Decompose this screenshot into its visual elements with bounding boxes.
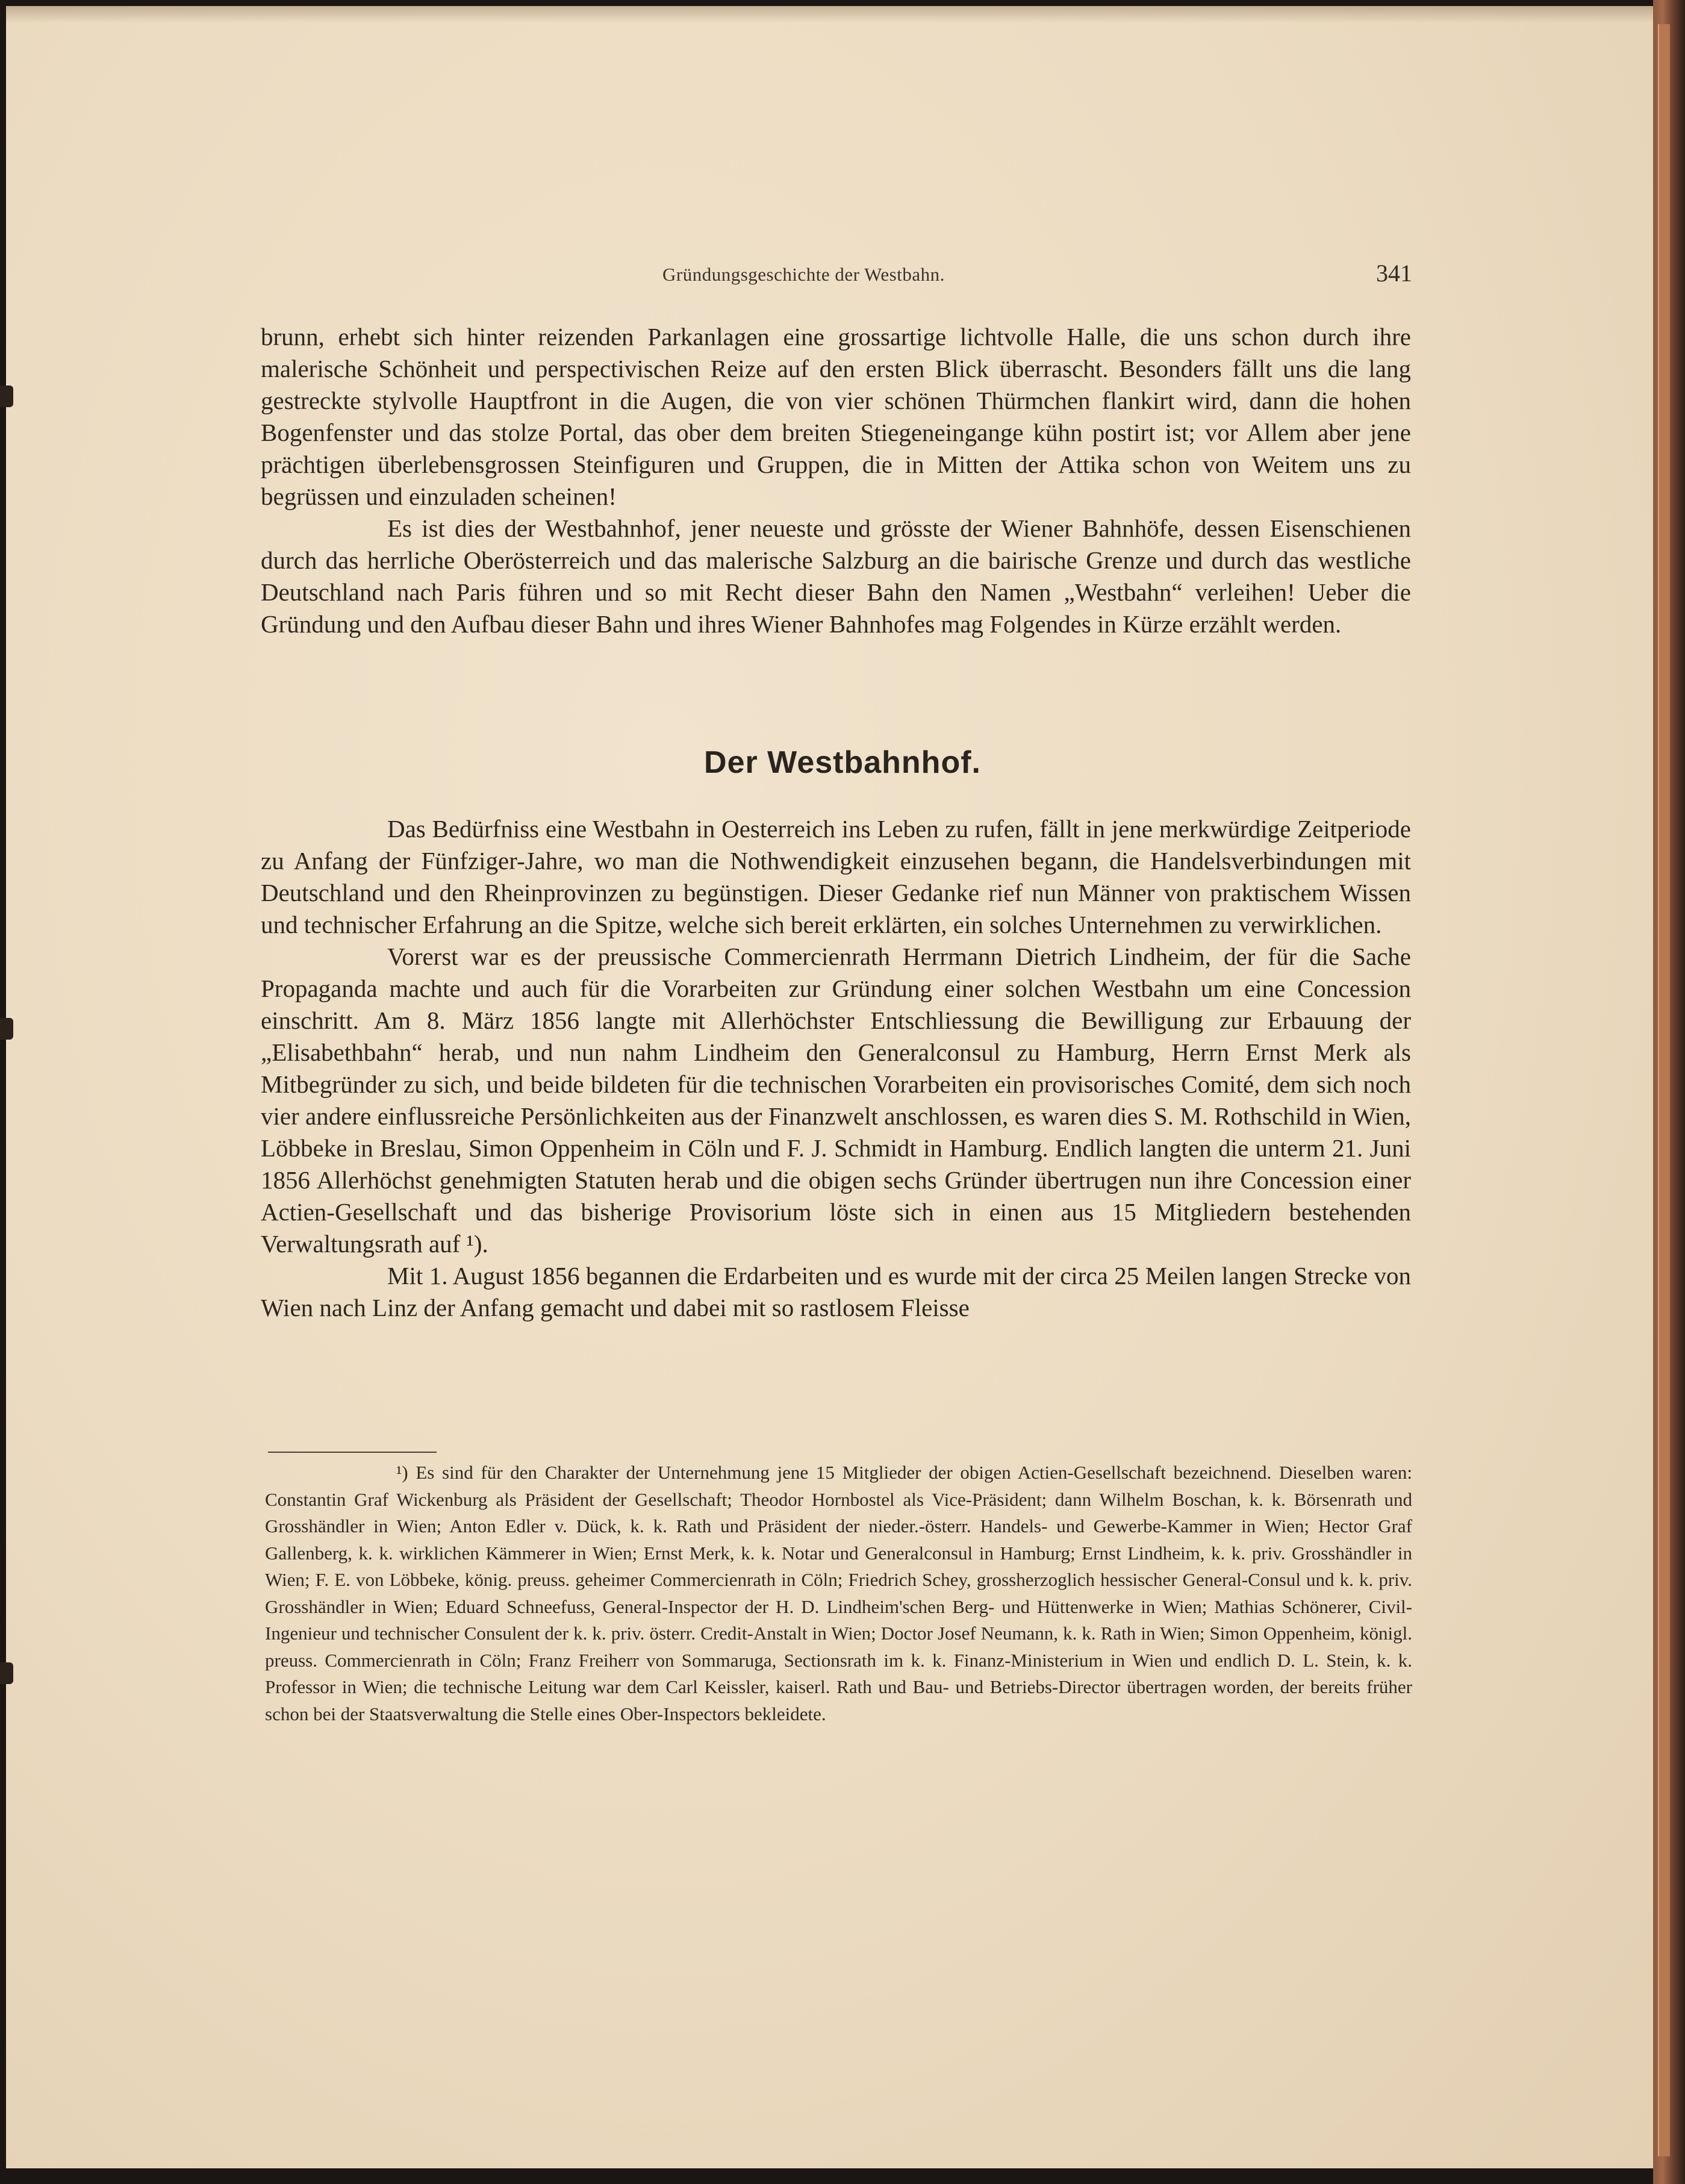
book-spine-edge (1653, 0, 1685, 2184)
binding-clip (0, 1018, 13, 1040)
intro-paragraph-1: brunn, erhebt sich hinter reizenden Parkanlagen eine grossartige lichtvolle Halle, die uns schon durch ihre malerische Schönheit und perspectivischen Reize auf den ersten Blick überrascht. Besonders fällt uns die lang gestreckte stylvolle Hauptfront in die Augen, die von vier schönen Thürmchen flankirt wird, dann die hohen Bogenfenster und das stolze Portal, das ober dem breiten Stiegeneingange kühn postirt ist; vor Allem aber jene prächtigen überlebensgrossen Steinfiguren und Gruppen, die in Mitten der Attika schon von Weitem uns zu begrüssen und einzuladen scheinen! (261, 323, 1411, 510)
intro-paragraph-2: Es ist dies der Westbahnhof, jener neueste und grösste der Wiener Bahnhöfe, dessen Eisenschienen durch das herrliche Oberösterreich und das malerische Salzburg an die bairische Grenze und durch das westliche Deutschland nach Paris führen und so mit Recht dieser Bahn den Namen „Westbahn“ verleihen! Ueber die Gründung und den Aufbau dieser Bahn und ihres Wiener Bahnhofes mag Folgendes in Kürze erzählt werden. (261, 514, 1411, 638)
binding-clip (0, 385, 13, 407)
section-paragraph-3: Mit 1. August 1856 begannen die Erdarbeiten und es wurde mit der circa 25 Meilen langen Strecke von Wien nach Linz der Anfang gemacht und dabei mit so rastlosem Fleisse (261, 1262, 1411, 1321)
footnote-text: ¹) Es sind für den Charakter der Unternehmung jene 15 Mitglieder der obigen Actien-Gesellschaft bezeichnend. Dieselben waren: Constantin Graf Wickenburg als Präsident der Gesellschaft; Theodor Hornbostel als Vice-Präsident; dann Wilhelm Boschan, k. k. Börsenrath und Grosshändler in Wien; Anton Edler v. Dück, k. k. Rath und Präsident der nieder.-österr. Handels- und Gewerbe-Kammer in Wien; Hector Graf Gallenberg, k. k. wirklichen Kämmerer in Wien; Ernst Merk, k. k. Notar und Generalconsul in Hamburg; Ernst Lindheim, k. k. priv. Grosshändler in Wien; F. E. von Löbbeke, könig. preuss. geheimer Commercienrath in Cöln; Friedrich Schey, grossherzoglich hessischer General-Consul und k. k. priv. Grosshändler in Wien; Eduard Schneefuss, General-Inspector der H. D. Lindheim'schen Berg- und Hüttenwerke in Wien; Mathias Schönerer, Civil-Ingenieur und technischer Consulent der k. k. priv. österr. Credit-Anstalt in Wien; Doctor Josef Neumann, k. k. Rath in Wien; Simon Oppenheim, königl. preuss. Commercienrath in Cöln; Franz Freiherr von Sommaruga, Sectionsrath im k. k. Finanz-Ministerium in Wien und endlich D. L. Stein, k. k. Professor in Wien; die technische Leitung war dem Carl Keissler, kaiserl. Rath und Bau- und Betriebs-Director übertragen worden, der bereits früher schon bei der Staatsverwaltung die Stelle eines Ober-Inspectors bekleidete. (265, 1462, 1412, 1724)
binding-clip (0, 1662, 13, 1684)
footnote-rule (268, 1452, 437, 1453)
footnote (265, 1459, 1412, 1727)
section-heading: Der Westbahnhof. (704, 745, 981, 780)
section-text (261, 813, 1411, 1324)
page-top-shadow (6, 6, 1653, 23)
section-paragraph-2: Vorerst war es der preussische Commercienrath Herrmann Dietrich Lindheim, der für die Sache Propaganda machte und auch für die Vorarbeiten zur Gründung einer solchen Westbahn um eine Concession einschritt. Am 8. März 1856 langte mit Allerhöchster Entschliessung die Bewilligung zur Erbauung der „Elisabethbahn“ herab, und nun nahm Lindheim den Generalconsul zu Hamburg, Herrn Ernst Merk als Mitbegründer zu sich, und beide bildeten für die technischen Vorarbeiten ein provisorisches Comité, dem sich noch vier andere einflussreiche Persönlichkeiten aus der Finanzwelt anschlossen, es waren dies S. M. Rothschild in Wien, Löbbeke in Breslau, Simon Oppenheim in Cöln und F. J. Schmidt in Hamburg. Endlich langten die unterm 21. Juni 1856 Allerhöchst genehmigten Statuten herab und die obigen sechs Gründer übertrugen nun ihre Concession einer Actien-Gesellschaft und das bisherige Provisorium löste sich in einen aus 15 Mitgliedern bestehenden Verwaltungsrath auf ¹). (261, 943, 1411, 1258)
intro-text (261, 321, 1411, 640)
section-paragraph-1: Das Bedürfniss eine Westbahn in Oesterreich ins Leben zu rufen, fällt in jene merkwürdige Zeitperiode zu Anfang der Fünfziger-Jahre, wo man die Nothwendigkeit einzusehen begann, die Handelsverbindungen mit Deutschland und den Rheinprovinzen zu begünstigen. Dieser Gedanke rief nun Männer von praktischem Wissen und technischer Erfahrung an die Spitze, welche sich bereit erklärten, ein solches Unternehmen zu verwirklichen. (261, 815, 1411, 938)
running-title: Gründungsgeschichte der Westbahn. (662, 264, 945, 285)
page-number: 341 (1376, 260, 1412, 287)
